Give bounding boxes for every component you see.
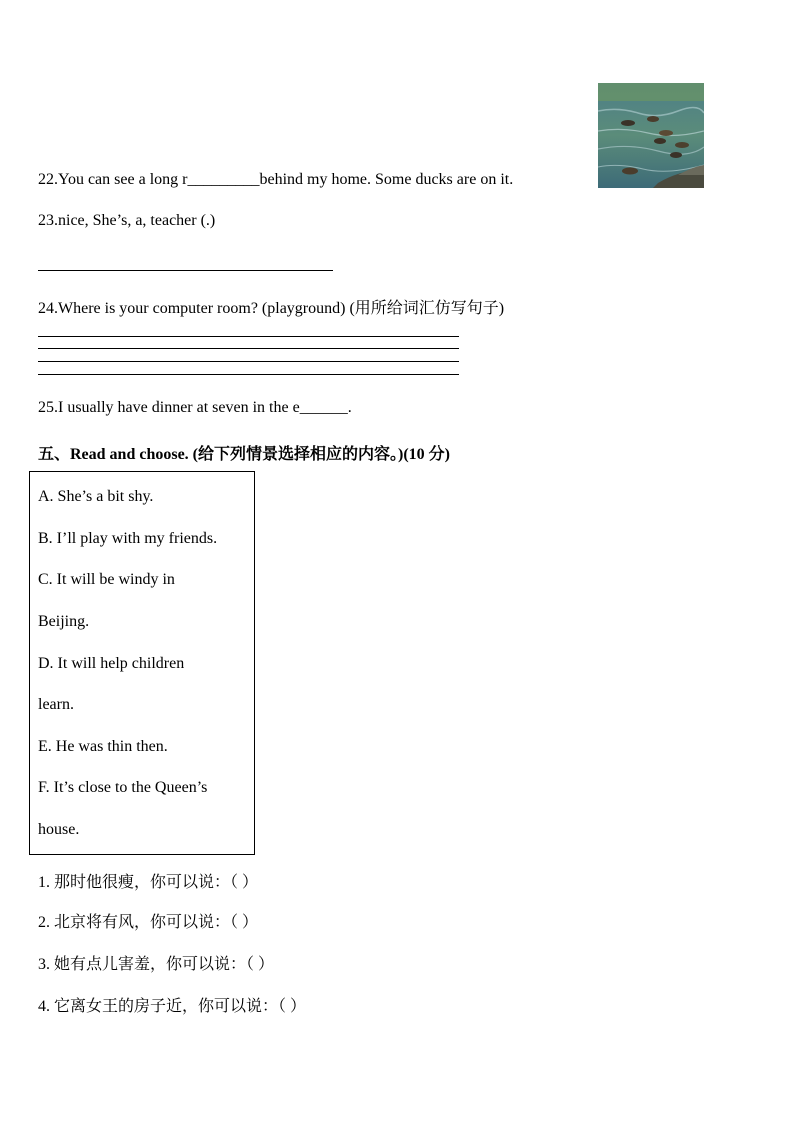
q24-answer-line-4[interactable] (38, 374, 459, 375)
q22-prefix: 22.You can see a long r (38, 171, 188, 188)
question-24: 24.Where is your computer room? (playground) (用所给词汇仿写句子) (38, 300, 505, 317)
q24-answer-line-2[interactable] (38, 348, 459, 349)
option-d-line-2: learn. (38, 696, 74, 713)
q24-answer-line-3[interactable] (38, 361, 459, 362)
section-5-title: 五、Read and choose. (给下列情景选择相应的内容。)(10 分) (38, 446, 450, 463)
situation-item-3[interactable]: 3. 她有点儿害羞，你可以说：（ ） (38, 956, 275, 973)
option-b: B. I’ll play with my friends. (38, 530, 218, 547)
ducks-river-photo (598, 83, 704, 188)
question-22 (38, 171, 513, 189)
situation-item-2[interactable]: 2. 北京将有风，你可以说：（ ） (38, 914, 259, 931)
q22-blank[interactable]: _________ (187, 171, 260, 188)
option-d-line-1: D. It will help children (38, 655, 185, 672)
option-a: A. She’s a bit shy. (38, 488, 154, 505)
option-e: E. He was thin then. (38, 738, 168, 755)
q22-suffix: behind my home. Some ducks are on it. (259, 171, 514, 188)
q24-answer-line-1[interactable] (38, 336, 459, 337)
option-c-line-1: C. It will be windy in (38, 571, 175, 588)
option-f-line-1: F. It’s close to the Queen’s (38, 779, 208, 796)
option-f-line-2: house. (38, 821, 80, 838)
option-c-line-2: Beijing. (38, 613, 90, 630)
situation-item-1[interactable]: 1. 那时他很瘦，你可以说：（ ） (38, 874, 259, 891)
situation-item-4[interactable]: 4. 它离女王的房子近，你可以说：（ ） (38, 998, 307, 1015)
q23-answer-line[interactable] (38, 270, 333, 271)
ducks-photo-icon (598, 83, 704, 188)
question-25: 25.I usually have dinner at seven in the e______. (38, 399, 352, 416)
question-23: 23.nice, She’s, a, teacher (.) (38, 212, 216, 229)
